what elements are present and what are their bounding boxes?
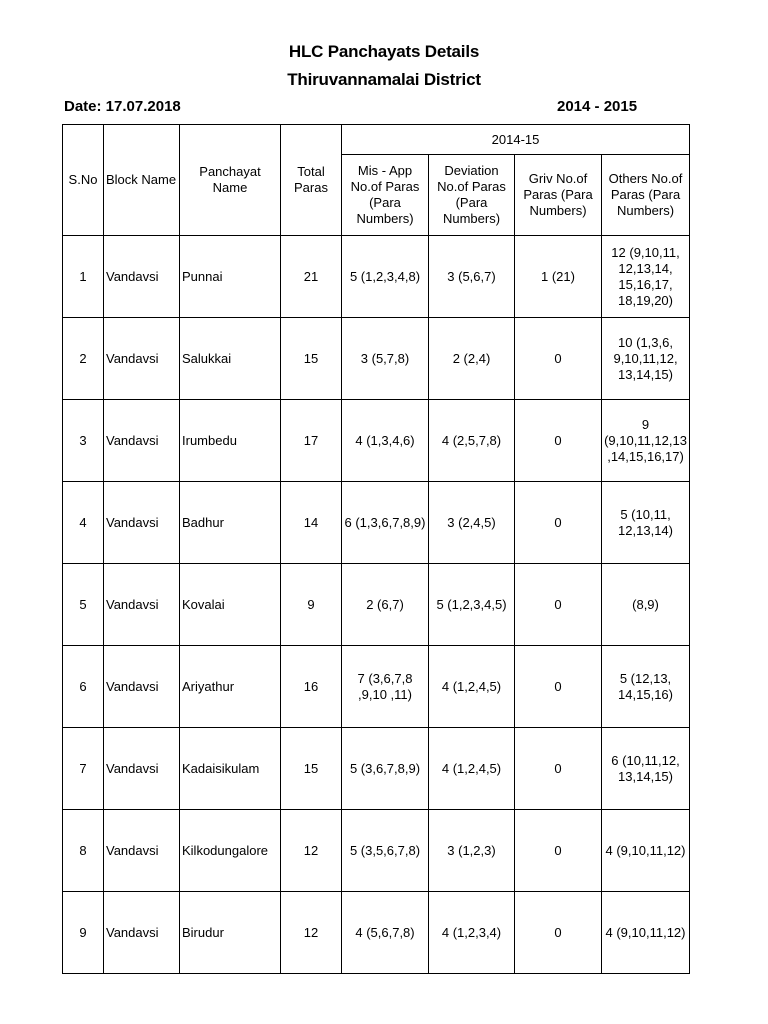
cell-others: 9 (9,10,11,12,13,14,15,16,17)	[602, 400, 690, 482]
cell-sno: 5	[63, 564, 104, 646]
cell-block: Vandavsi	[104, 482, 180, 564]
table-row	[63, 564, 690, 646]
cell-misapp: 5 (3,5,6,7,8)	[342, 810, 429, 892]
date-label: Date: 17.07.2018	[64, 98, 181, 115]
header-deviation: Deviation No.of Paras (Para Numbers)	[429, 155, 515, 236]
cell-total: 15	[281, 728, 342, 810]
table-row	[63, 318, 690, 400]
table-row	[63, 236, 690, 318]
cell-sno: 7	[63, 728, 104, 810]
cell-griv: 0	[515, 728, 602, 810]
cell-others: 12 (9,10,11, 12,13,14, 15,16,17, 18,19,20)	[602, 236, 690, 318]
cell-misapp: 7 (3,6,7,8 ,9,10 ,11)	[342, 646, 429, 728]
cell-misapp: 4 (1,3,4,6)	[342, 400, 429, 482]
cell-block: Vandavsi	[104, 810, 180, 892]
cell-panchayat: Salukkai	[180, 318, 281, 400]
cell-griv: 0	[515, 564, 602, 646]
cell-panchayat: Irumbedu	[180, 400, 281, 482]
cell-sno: 6	[63, 646, 104, 728]
cell-griv: 0	[515, 482, 602, 564]
cell-panchayat: Kilkodungalore	[180, 810, 281, 892]
cell-griv: 1 (21)	[515, 236, 602, 318]
cell-others: 4 (9,10,11,12)	[602, 810, 690, 892]
cell-deviation: 4 (1,2,4,5)	[429, 646, 515, 728]
cell-total: 17	[281, 400, 342, 482]
cell-misapp: 5 (1,2,3,4,8)	[342, 236, 429, 318]
cell-misapp: 3 (5,7,8)	[342, 318, 429, 400]
cell-griv: 0	[515, 646, 602, 728]
cell-others: 6 (10,11,12, 13,14,15)	[602, 728, 690, 810]
cell-misapp: 6 (1,3,6,7,8,9)	[342, 482, 429, 564]
cell-deviation: 4 (2,5,7,8)	[429, 400, 515, 482]
cell-block: Vandavsi	[104, 728, 180, 810]
cell-total: 14	[281, 482, 342, 564]
cell-misapp: 5 (3,6,7,8,9)	[342, 728, 429, 810]
cell-sno: 8	[63, 810, 104, 892]
header-griv: Griv No.of Paras (Para Numbers)	[515, 155, 602, 236]
cell-others: (8,9)	[602, 564, 690, 646]
cell-block: Vandavsi	[104, 646, 180, 728]
cell-block: Vandavsi	[104, 318, 180, 400]
header-misapp: Mis - App No.of Paras (Para Numbers)	[342, 155, 429, 236]
cell-deviation: 3 (2,4,5)	[429, 482, 515, 564]
cell-sno: 4	[63, 482, 104, 564]
cell-sno: 3	[63, 400, 104, 482]
cell-sno: 2	[63, 318, 104, 400]
cell-griv: 0	[515, 400, 602, 482]
header-sno: S.No	[63, 125, 104, 236]
cell-total: 21	[281, 236, 342, 318]
cell-others: 5 (12,13, 14,15,16)	[602, 646, 690, 728]
cell-others: 5 (10,11, 12,13,14)	[602, 482, 690, 564]
cell-deviation: 4 (1,2,4,5)	[429, 728, 515, 810]
cell-total: 9	[281, 564, 342, 646]
cell-sno: 9	[63, 892, 104, 974]
cell-panchayat: Ariyathur	[180, 646, 281, 728]
cell-griv: 0	[515, 810, 602, 892]
header-others: Others No.of Paras (Para Numbers)	[602, 155, 690, 236]
cell-total: 15	[281, 318, 342, 400]
document-title: HLC Panchayats Details	[288, 42, 480, 61]
header-year-group: 2014-15	[342, 125, 690, 155]
cell-panchayat: Kovalai	[180, 564, 281, 646]
cell-panchayat: Badhur	[180, 482, 281, 564]
table-row	[63, 728, 690, 810]
cell-misapp: 4 (5,6,7,8)	[342, 892, 429, 974]
cell-block: Vandavsi	[104, 400, 180, 482]
table-row	[63, 482, 690, 564]
header-block-name: Block Name	[104, 125, 180, 236]
cell-sno: 1	[63, 236, 104, 318]
cell-panchayat: Birudur	[180, 892, 281, 974]
cell-griv: 0	[515, 318, 602, 400]
document-subtitle: Thiruvannamalai District	[287, 70, 481, 89]
cell-panchayat: Punnai	[180, 236, 281, 318]
cell-total: 12	[281, 810, 342, 892]
table-row	[63, 810, 690, 892]
cell-deviation: 3 (5,6,7)	[429, 236, 515, 318]
cell-deviation: 4 (1,2,3,4)	[429, 892, 515, 974]
cell-griv: 0	[515, 892, 602, 974]
cell-block: Vandavsi	[104, 892, 180, 974]
cell-misapp: 2 (6,7)	[342, 564, 429, 646]
table-row	[63, 892, 690, 974]
cell-deviation: 3 (1,2,3)	[429, 810, 515, 892]
year-label: 2014 - 2015	[557, 98, 638, 115]
table-row	[63, 400, 690, 482]
cell-deviation: 5 (1,2,3,4,5)	[429, 564, 515, 646]
cell-total: 16	[281, 646, 342, 728]
cell-block: Vandavsi	[104, 236, 180, 318]
table-row	[63, 646, 690, 728]
cell-total: 12	[281, 892, 342, 974]
cell-deviation: 2 (2,4)	[429, 318, 515, 400]
cell-panchayat: Kadaisikulam	[180, 728, 281, 810]
header-total-paras: Total Paras	[281, 125, 342, 236]
cell-block: Vandavsi	[104, 564, 180, 646]
panchayat-table	[62, 124, 690, 974]
cell-others: 4 (9,10,11,12)	[602, 892, 690, 974]
header-panchayat-name: Panchayat Name	[180, 125, 281, 236]
cell-others: 10 (1,3,6, 9,10,11,12, 13,14,15)	[602, 318, 690, 400]
